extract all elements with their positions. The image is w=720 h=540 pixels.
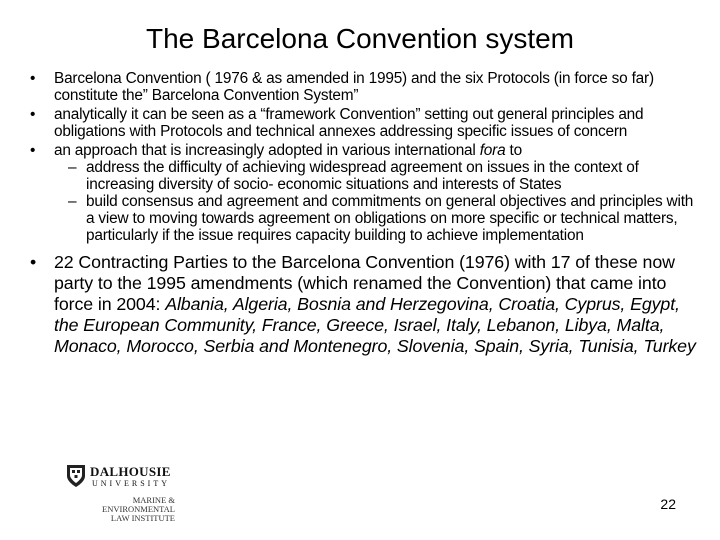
crest-icon bbox=[66, 464, 86, 488]
bullet-2-text: analytically it can be seen as a “framework Convention” setting out general principles and obligations with Protocols and technical annexes addressing specific issues of concern bbox=[54, 106, 644, 140]
institute-line-2: ENVIRONMENTAL bbox=[102, 504, 175, 514]
bullet-4 bbox=[24, 252, 696, 357]
bullet-4-text: 22 Contracting Parties to the Barcelona Convention (1976) with 17 of these now party to the 1995 amendments (which renamed the Convention) that came into force in 2004: bbox=[54, 252, 675, 314]
bullet-1 bbox=[24, 70, 696, 104]
institute-line-3: LAW INSTITUTE bbox=[110, 513, 175, 523]
bullet-2 bbox=[24, 106, 696, 140]
bullet-1-text: Barcelona Convention ( 1976 & as amended in 1995) and the six Protocols (in force so far) constitute the” Barcelona Convention System” bbox=[54, 70, 654, 104]
bullet-3-text: an approach that is increasingly adopted in various international bbox=[54, 142, 480, 159]
bullet-3 bbox=[24, 142, 696, 159]
logo-subtitle: UNIVERSITY bbox=[92, 479, 170, 488]
institute-name bbox=[86, 496, 175, 523]
bullet-list bbox=[24, 70, 696, 357]
sub-bullet-2 bbox=[24, 193, 696, 244]
bullet-3-italic: fora bbox=[479, 142, 506, 159]
sub-bullet-marker: – bbox=[68, 159, 77, 176]
bullet-3-text-after: to bbox=[505, 142, 522, 159]
bullet-marker: • bbox=[30, 252, 37, 272]
logo-name: DALHOUSIE bbox=[90, 464, 171, 479]
bullet-marker: • bbox=[30, 70, 36, 87]
sub-bullet-1 bbox=[24, 159, 696, 193]
institute-line-1: MARINE & bbox=[132, 495, 175, 505]
sub-bullet-2-text: build consensus and agreement and commitments on general objectives and principles with a view to moving towards agreement on obligations on more specific or technical matters, particularly if the issue requires capacity building to achieve implementation bbox=[86, 193, 694, 244]
slide-title: The Barcelona Convention system bbox=[146, 23, 574, 54]
sub-bullet-1-text: address the difficulty of achieving widespread agreement on issues in the context of increasing diversity of socio- economic situations and interests of States bbox=[86, 159, 639, 193]
bullet-marker: • bbox=[30, 106, 36, 123]
dalhousie-logo bbox=[66, 462, 216, 524]
sub-bullet-marker: – bbox=[68, 193, 77, 210]
bullet-marker: • bbox=[30, 142, 36, 159]
bullet-4-country-list: Albania, Algeria, Bosnia and Herzegovina, Croatia, Cyprus, Egypt, the European Community, France, Greece, Israel, Italy, Lebanon, Libya, Malta, Monaco, Morocco, Serbia and Montenegro, Slovenia, Spain, Syria, Tunisia, Turkey bbox=[54, 294, 696, 356]
page-number: 22 bbox=[660, 496, 676, 512]
